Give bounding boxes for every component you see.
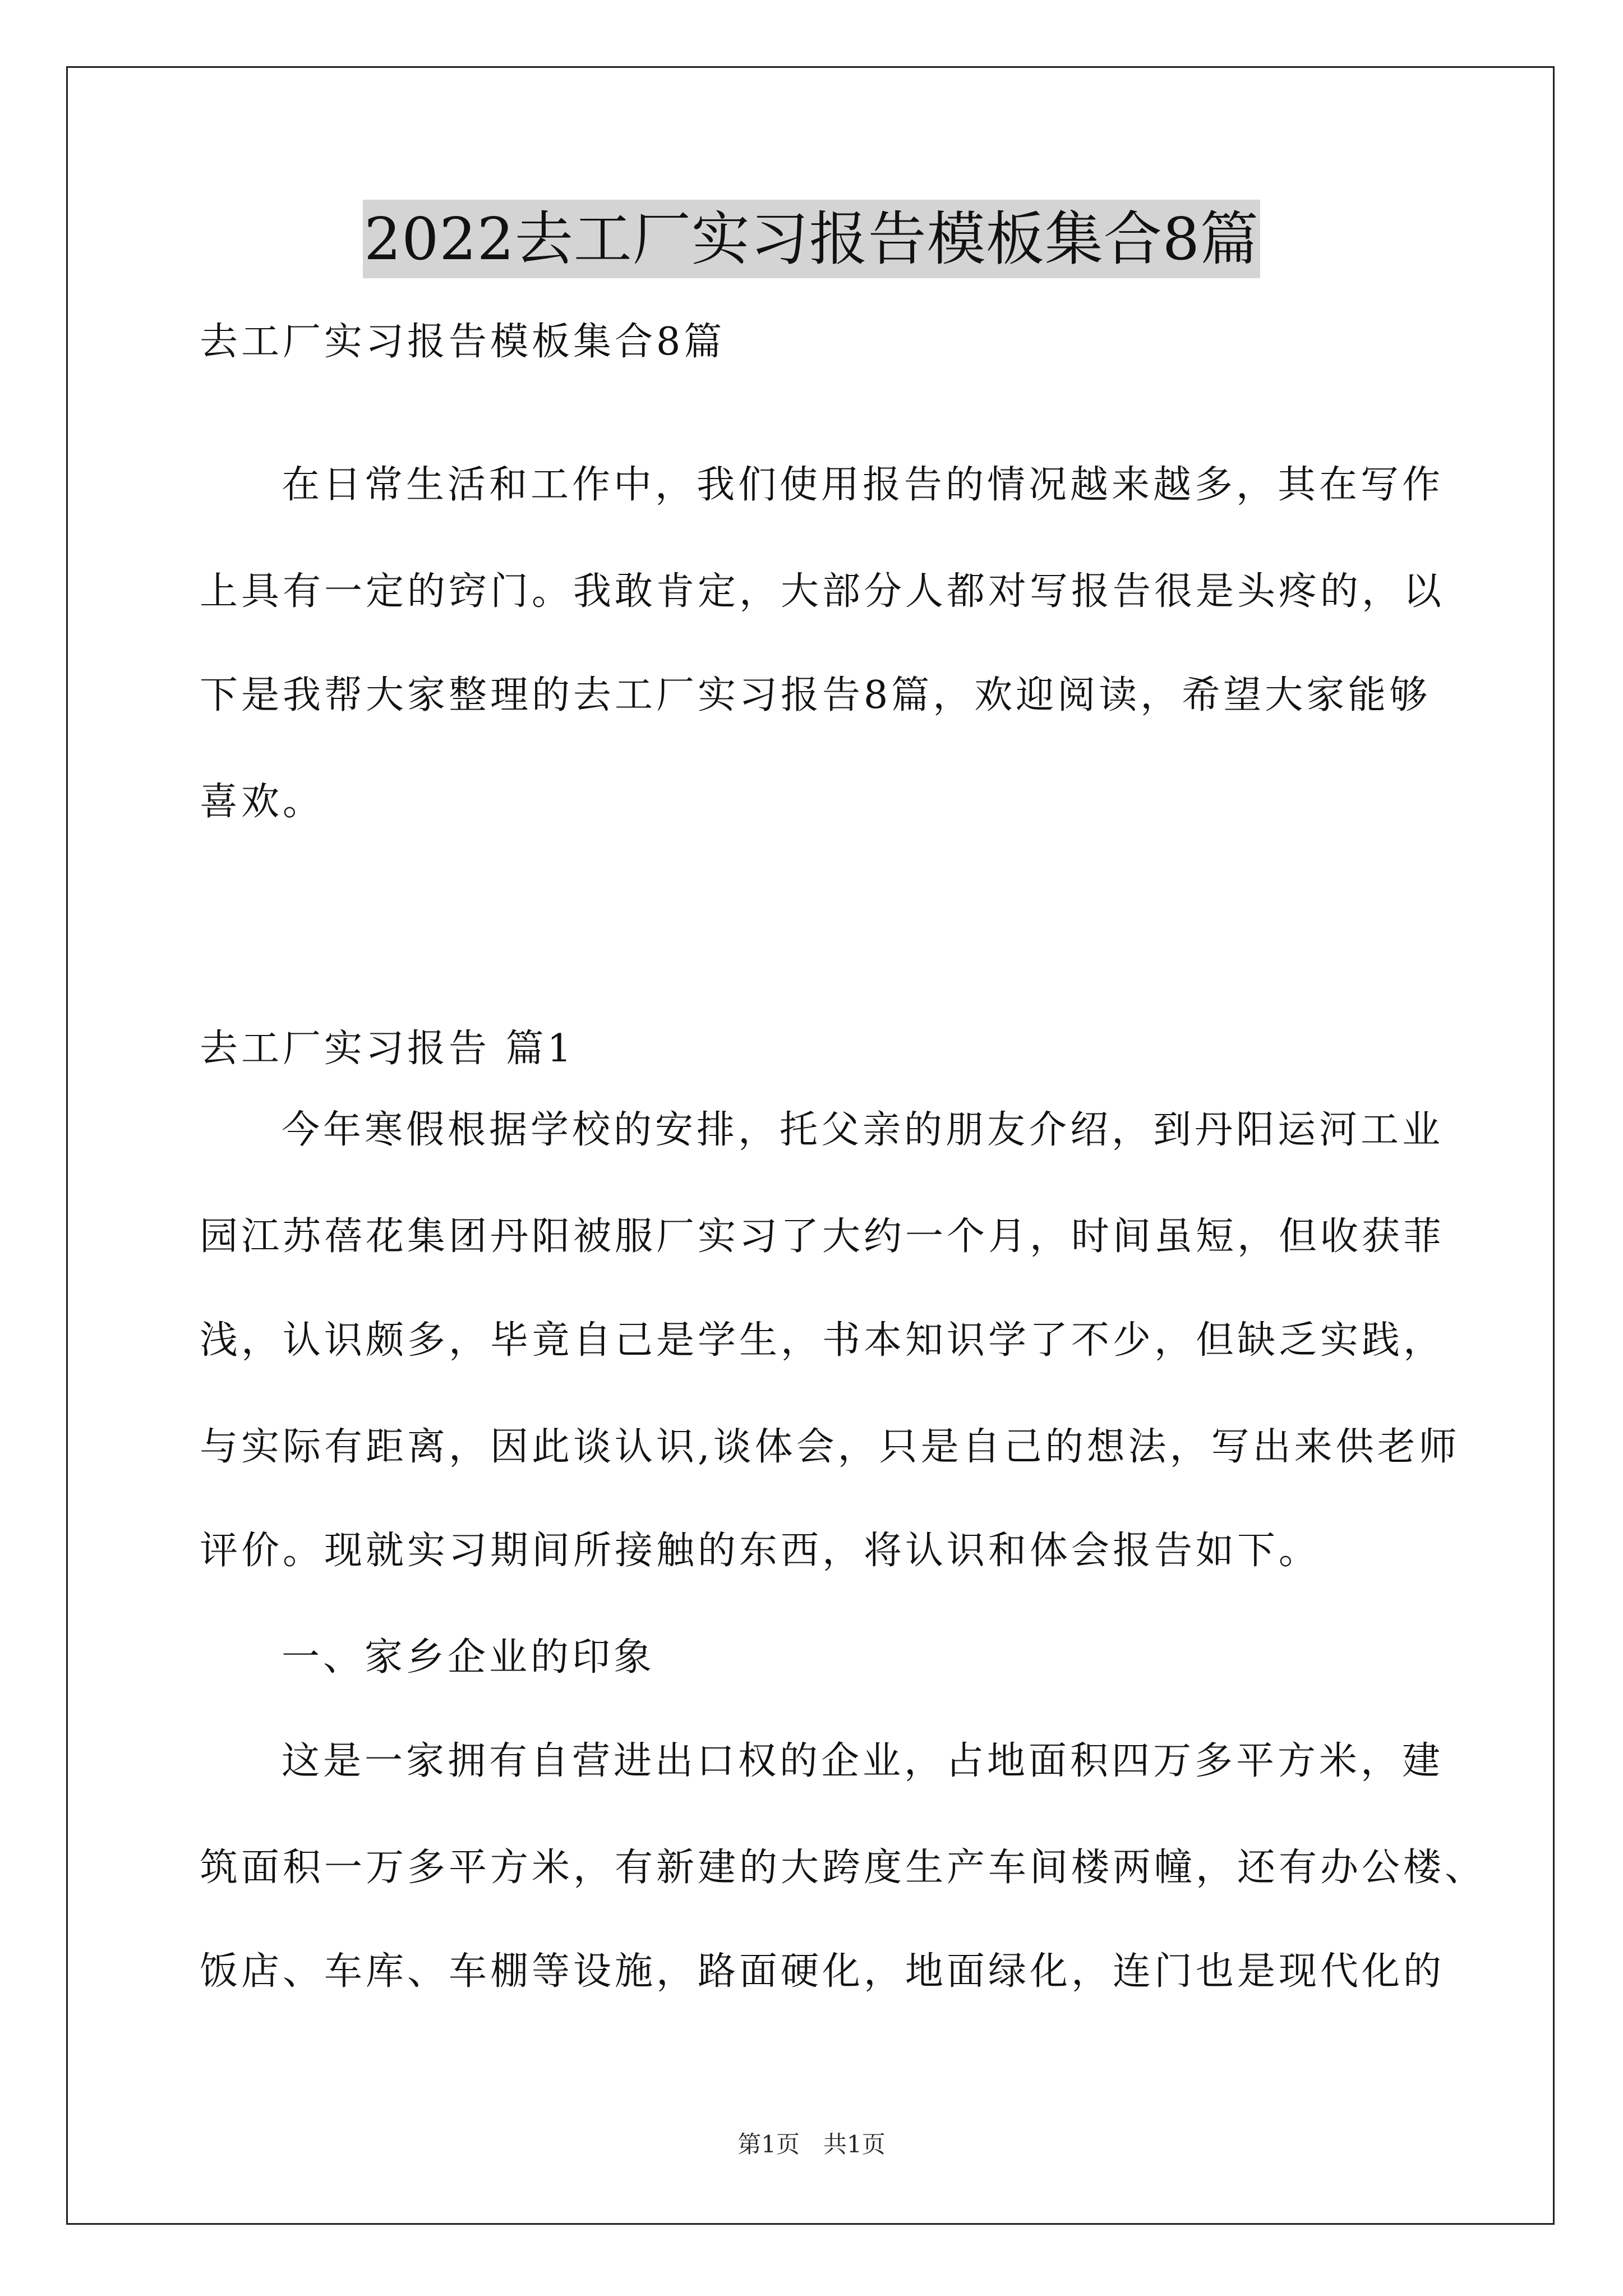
document-title: 2022去工厂实习报告模板集合8篇 — [363, 200, 1260, 278]
intro-line-2: 上具有一定的窍门。我敢肯定，大部分人都对写报告很是头疼的，以 — [200, 569, 1445, 614]
title-container — [0, 200, 1623, 278]
para1-line-2: 园江苏蓓花集团丹阳被服厂实习了大约一个月，时间虽短，但收获菲 — [200, 1214, 1445, 1259]
section-heading: 去工厂实习报告 篇1 — [200, 1027, 575, 1071]
subheading: 一、家乡企业的印象 — [282, 1635, 656, 1680]
document-subtitle: 去工厂实习报告模板集合8篇 — [200, 320, 726, 364]
page-footer: 第1页 共1页 — [737, 2131, 886, 2158]
intro-line-4: 喜欢。 — [200, 780, 325, 824]
para1-line-4: 与实际有距离，因此谈认识,谈体会，只是自己的想法，写出来供老师 — [200, 1425, 1460, 1469]
intro-line-3: 下是我帮大家整理的去工厂实习报告8篇，欢迎阅读，希望大家能够 — [200, 673, 1431, 717]
para1-line-5: 评价。现就实习期间所接触的东西，将认识和体会报告如下。 — [200, 1529, 1321, 1573]
para1-line-1: 今年寒假根据学校的安排，托父亲的朋友介绍，到丹阳运河工业 — [282, 1108, 1444, 1152]
para2-line-3: 饭店、车库、车棚等设施，路面硬化，地面绿化，连门也是现代化的 — [200, 1949, 1445, 1994]
intro-line-1: 在日常生活和工作中，我们使用报告的情况越来越多，其在写作 — [282, 463, 1444, 507]
para1-line-3: 浅，认识颇多，毕竟自己是学生，书本知识学了不少，但缺乏实践， — [200, 1318, 1445, 1363]
para2-line-2: 筑面积一万多平方米，有新建的大跨度生产车间楼两幢，还有办公楼、 — [200, 1846, 1487, 1890]
para2-line-1: 这是一家拥有自营进出口权的企业，占地面积四万多平方米，建 — [282, 1739, 1444, 1783]
